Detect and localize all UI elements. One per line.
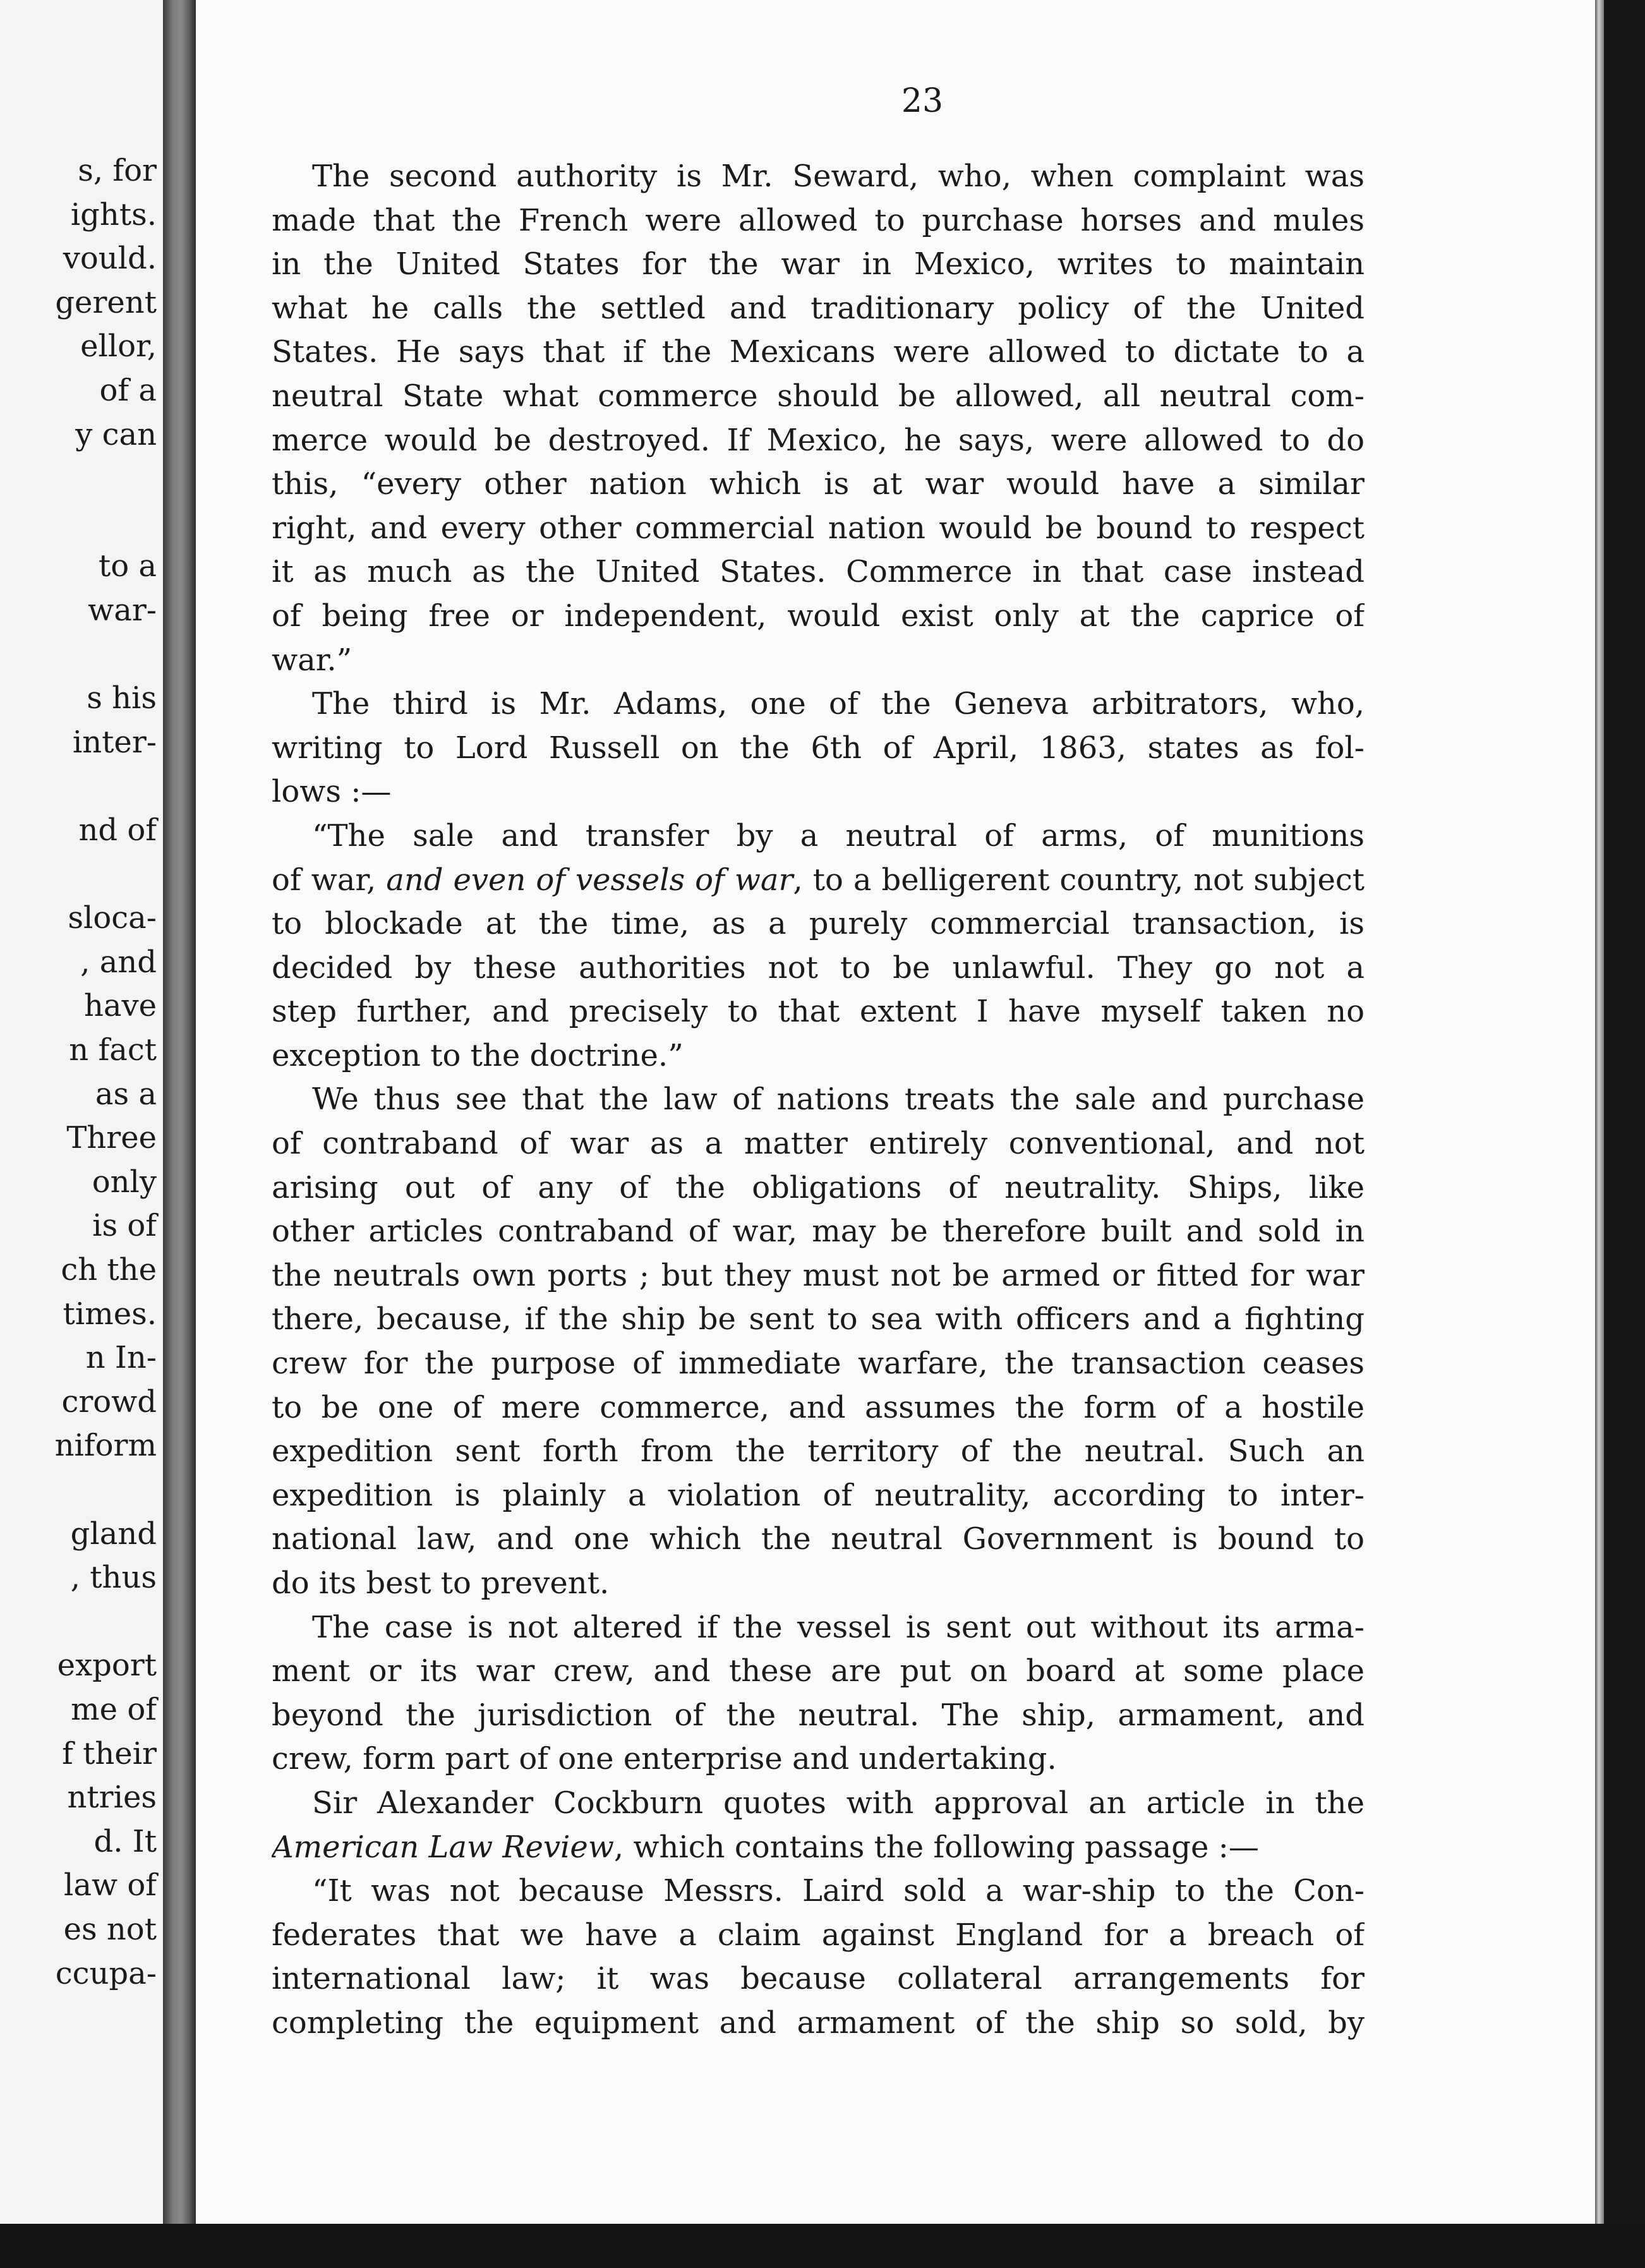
left-page-fragment: only <box>92 1164 157 1200</box>
text-line: federates that we have a claim against England for a breach of <box>272 1917 1365 1953</box>
left-page-fragment: crowd <box>61 1384 157 1420</box>
text-line: what he calls the settled and traditionary policy of the United <box>272 290 1365 326</box>
text-line: “It was not because Messrs. Laird sold a war-ship to the Con- <box>312 1873 1365 1909</box>
left-page-fragment: export <box>57 1648 157 1684</box>
left-page-fragment: ights. <box>70 196 157 232</box>
text-line: We thus see that the law of nations treats the sale and purchase <box>312 1082 1365 1118</box>
text-line <box>272 1826 1365 1870</box>
left-page-fragment: s his <box>87 680 157 716</box>
left-page-fragment: y can <box>75 416 157 452</box>
text-line: ment or its war crew, and these are put on board at some place <box>272 1653 1365 1689</box>
text-line: expedition sent forth from the territory of the neutral. Such an <box>272 1433 1365 1469</box>
left-page-fragment: as a <box>95 1076 157 1112</box>
text-line: Sir Alexander Cockburn quotes with approval an article in the <box>312 1785 1365 1821</box>
left-page-fragment: me of <box>71 1692 157 1727</box>
text-line: The case is not altered if the vessel is sent out without its arma- <box>312 1609 1365 1645</box>
left-page-fragment: have <box>83 988 157 1024</box>
text-line: “The sale and transfer by a neutral of arms, of munitions <box>312 817 1365 854</box>
left-page-fragment: of a <box>99 373 157 408</box>
text-line <box>272 859 1365 903</box>
text-line: to blockade at the time, as a purely commercial transaction, is <box>272 906 1365 942</box>
text-line: made that the French were allowed to purchase horses and mules <box>272 202 1365 238</box>
text-line: States. He says that if the Mexicans were allowed to dictate to a <box>272 334 1365 370</box>
text-line: of being free or independent, would exist only at the caprice of <box>272 598 1365 634</box>
left-page-edge <box>0 0 163 2230</box>
page-23 <box>196 0 1595 2224</box>
text-line: do its best to prevent. <box>272 1565 610 1601</box>
left-page-fragment: n fact <box>69 1032 157 1068</box>
text-line: other articles contraband of war, may be therefore built and sold in <box>272 1214 1365 1250</box>
text-line: of contraband of war as a matter entirely conventional, and not <box>272 1126 1365 1162</box>
left-page-fragment: to a <box>98 548 157 584</box>
text-line: The second authority is Mr. Seward, who, when complaint was <box>312 159 1365 194</box>
left-page-fragment: war- <box>88 593 157 628</box>
text-line: The third is Mr. Adams, one of the Geneva arbitrators, who, <box>312 686 1365 722</box>
text-line: crew for the purpose of immediate warfare, the transaction ceases <box>272 1346 1365 1382</box>
text-line: national law, and one which the neutral Government is bound to <box>272 1521 1365 1557</box>
text-line: decided by these authorities not to be unlawful. They go not a <box>272 950 1365 986</box>
text-line: neutral State what commerce should be allowed, all neutral com- <box>272 378 1365 414</box>
text-line: it as much as the United States. Commerce in that case instead <box>272 554 1365 590</box>
text-line: expedition is plainly a violation of neutrality, according to inter- <box>272 1477 1365 1513</box>
text-line: merce would be destroyed. If Mexico, he says, were allowed to do <box>272 422 1365 458</box>
text-run: of war, <box>272 862 387 898</box>
left-page-fragment: , thus <box>70 1560 157 1596</box>
page-number: 23 <box>901 82 944 120</box>
text-line: writing to Lord Russell on the 6th of April, 1863, states as fol- <box>272 730 1365 766</box>
text-line: arising out of any of the obligations of neutrality. Ships, like <box>272 1169 1365 1205</box>
text-line: lows :— <box>272 774 392 810</box>
text-line: in the United States for the war in Mexico, writes to maintain <box>272 246 1365 282</box>
scanner-bed <box>0 2224 1645 2268</box>
left-page-fragment: n In- <box>85 1340 157 1376</box>
left-page-fragment: ch the <box>61 1252 157 1288</box>
text-line: beyond the jurisdiction of the neutral. The ship, armament, and <box>272 1697 1365 1733</box>
left-page-fragment: ccupa- <box>55 1955 157 1991</box>
left-page-fragment: niform <box>54 1428 157 1464</box>
left-page-fragment: times. <box>63 1296 157 1332</box>
text-line: international law; it was because collateral arrangements for <box>272 1961 1365 1997</box>
left-page-fragment: is of <box>92 1208 157 1244</box>
left-page-fragment: nd of <box>78 812 157 848</box>
left-page-fragment: sloca- <box>68 900 157 936</box>
italic-run: American Law Review <box>272 1829 614 1865</box>
left-page-fragment: es not <box>63 1912 157 1947</box>
text-line: war.” <box>272 642 352 678</box>
text-line: this, “every other nation which is at war would have a similar <box>272 466 1365 502</box>
left-page-fragment: f their <box>62 1735 157 1771</box>
text-line: there, because, if the ship be sent to sea with officers and a fighting <box>272 1301 1365 1337</box>
text-line: to be one of mere commerce, and assumes the form of a hostile <box>272 1389 1365 1425</box>
left-page-fragment: inter- <box>72 724 157 760</box>
text-run: , which contains the following passage :— <box>613 1829 1259 1865</box>
page-edge-shadow <box>1595 0 1604 2230</box>
left-page-fragment: gerent <box>55 284 157 320</box>
left-page-fragment: ntries <box>67 1780 157 1816</box>
text-line: step further, and precisely to that extent I have myself taken no <box>272 994 1365 1030</box>
text-line: crew, form part of one enterprise and undertaking. <box>272 1741 1057 1777</box>
left-page-fragment: ellor, <box>80 329 157 365</box>
text-line: completing the equipment and armament of the ship so sold, by <box>272 2005 1365 2041</box>
left-page-fragment: s, for <box>78 153 157 188</box>
left-page-fragment: gland <box>70 1516 157 1552</box>
left-page-fragment: law of <box>64 1867 157 1903</box>
left-page-fragment: vould. <box>63 241 157 277</box>
body-text <box>272 155 1365 2046</box>
text-run: , to a belligerent country, not subject <box>793 862 1365 898</box>
text-line: exception to the doctrine.” <box>272 1037 684 1073</box>
left-page-fragment: d. It <box>93 1823 157 1859</box>
left-page-fragment: Three <box>66 1120 157 1156</box>
italic-run: and even of vessels of war <box>386 862 793 898</box>
text-line: right, and every other commercial nation would be bound to respect <box>272 510 1365 546</box>
text-line: the neutrals own ports ; but they must not be armed or fitted for war <box>272 1257 1365 1293</box>
book-gutter <box>163 0 196 2230</box>
left-page-fragment: , and <box>80 944 157 980</box>
